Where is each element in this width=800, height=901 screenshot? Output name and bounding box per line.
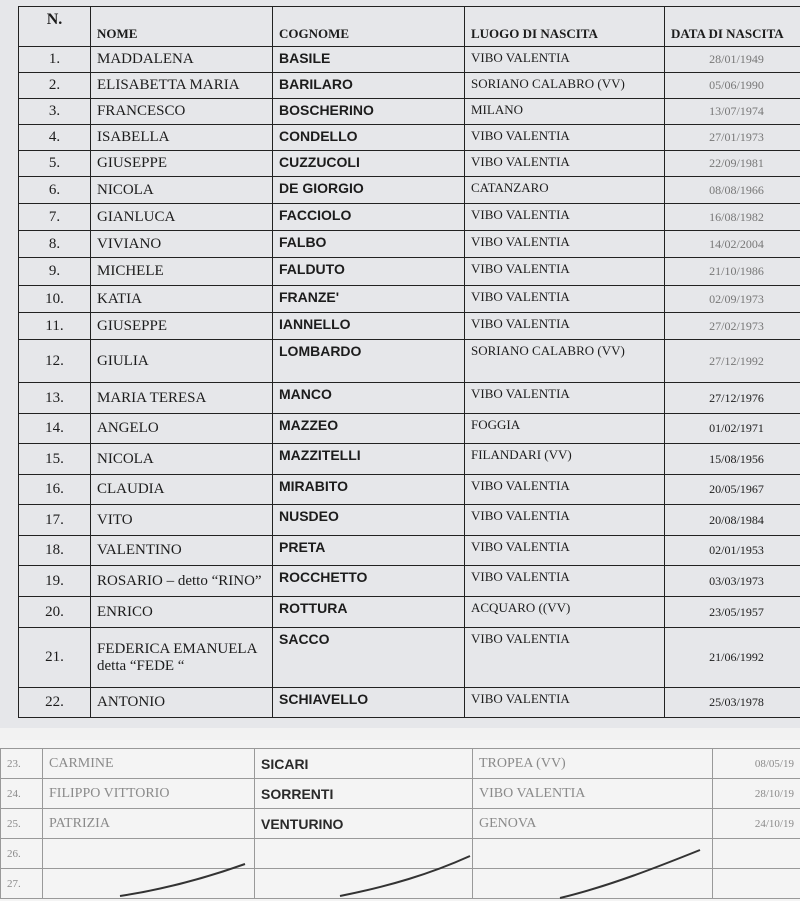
row-number: 14. xyxy=(19,414,91,444)
table-row xyxy=(19,505,800,536)
last-name-cell: VENTURINO xyxy=(255,809,473,839)
table-row xyxy=(19,475,800,505)
table-row xyxy=(19,177,800,204)
birthplace-cell: VIBO VALENTIA xyxy=(465,383,665,414)
row-number: 12. xyxy=(19,340,91,383)
birthplace-cell: VIBO VALENTIA xyxy=(465,47,665,73)
header-first-name: NOME xyxy=(91,7,273,47)
first-name-cell: ANTONIO xyxy=(91,688,273,718)
last-name-cell: PRETA xyxy=(273,536,465,566)
row-number: 17. xyxy=(19,505,91,536)
table-row xyxy=(19,688,800,718)
table-row xyxy=(19,47,800,73)
table-row xyxy=(19,151,800,177)
scribble-line xyxy=(560,850,700,898)
birthdate-cell: 27/12/1976 xyxy=(665,383,800,414)
last-name-cell: FALBO xyxy=(273,231,465,258)
row-number: 11. xyxy=(19,313,91,340)
birthplace-cell: VIBO VALENTIA xyxy=(465,688,665,718)
table-row xyxy=(19,125,800,151)
birthplace-cell: VIBO VALENTIA xyxy=(473,779,713,809)
row-number: 18. xyxy=(19,536,91,566)
birthdate-cell: 27/12/1992 xyxy=(665,340,800,383)
last-name-cell: FACCIOLO xyxy=(273,204,465,231)
table-row xyxy=(19,286,800,313)
birthplace-cell: VIBO VALENTIA xyxy=(465,475,665,505)
birthdate-cell: 28/01/1949 xyxy=(665,47,800,73)
table-row xyxy=(19,313,800,340)
table-row xyxy=(19,383,800,414)
last-name-cell: BOSCHERINO xyxy=(273,99,465,125)
table-header-row xyxy=(19,7,800,47)
last-name-cell: BARILARO xyxy=(273,73,465,99)
birthplace-cell: ACQUARO ((VV) xyxy=(465,597,665,628)
last-name-cell: MAZZITELLI xyxy=(273,444,465,475)
last-name-cell: FRANZE' xyxy=(273,286,465,313)
birthdate-cell: 20/08/1984 xyxy=(665,505,800,536)
last-name-cell: CUZZUCOLI xyxy=(273,151,465,177)
first-name-cell: NICOLA xyxy=(91,444,273,475)
first-name-cell: KATIA xyxy=(91,286,273,313)
row-number: 6. xyxy=(19,177,91,204)
table-row xyxy=(19,231,800,258)
birthdate-cell: 22/09/1981 xyxy=(665,151,800,177)
first-name-cell: VIVIANO xyxy=(91,231,273,258)
row-number: 27. xyxy=(1,869,43,899)
last-name-cell: LOMBARDO xyxy=(273,340,465,383)
row-number: 19. xyxy=(19,566,91,597)
first-name-cell: GIANLUCA xyxy=(91,204,273,231)
birthplace-cell: VIBO VALENTIA xyxy=(465,536,665,566)
first-name-cell: GIUSEPPE xyxy=(91,151,273,177)
last-name-cell: MAZZEO xyxy=(273,414,465,444)
first-name-cell: GIULIA xyxy=(91,340,273,383)
last-name-cell: SACCO xyxy=(273,628,465,688)
birthdate-cell: 21/06/1992 xyxy=(665,628,800,688)
birthplace-cell: GENOVA xyxy=(473,809,713,839)
birthplace-cell: VIBO VALENTIA xyxy=(465,313,665,340)
first-name-cell: VITO xyxy=(91,505,273,536)
first-name-cell: MARIA TERESA xyxy=(91,383,273,414)
birthplace-cell: VIBO VALENTIA xyxy=(465,566,665,597)
birthplace-cell: TROPEA (VV) xyxy=(473,749,713,779)
header-last-name: COGNOME xyxy=(273,7,465,47)
birthplace-cell: VIBO VALENTIA xyxy=(465,204,665,231)
table-row xyxy=(19,444,800,475)
birthdate-cell: 24/10/19 xyxy=(713,809,800,839)
birthplace-cell: VIBO VALENTIA xyxy=(465,628,665,688)
birthplace-cell: VIBO VALENTIA xyxy=(465,286,665,313)
row-number: 24. xyxy=(1,779,43,809)
candidates-table xyxy=(18,6,800,718)
first-name-cell: ENRICO xyxy=(91,597,273,628)
first-name-cell: FRANCESCO xyxy=(91,99,273,125)
first-name-cell: MICHELE xyxy=(91,258,273,286)
table-row xyxy=(19,73,800,99)
first-name-cell: FEDERICA EMANUELA detta “FEDE “ xyxy=(91,628,273,688)
row-number: 2. xyxy=(19,73,91,99)
birthdate-cell: 02/01/1953 xyxy=(665,536,800,566)
birthdate-cell: 25/03/1978 xyxy=(665,688,800,718)
birthdate-cell: 01/02/1971 xyxy=(665,414,800,444)
table-row xyxy=(19,628,800,688)
last-name-cell: DE GIORGIO xyxy=(273,177,465,204)
table-row xyxy=(19,566,800,597)
birthdate-cell: 21/10/1986 xyxy=(665,258,800,286)
table-row xyxy=(19,204,800,231)
row-number: 21. xyxy=(19,628,91,688)
table-row xyxy=(19,536,800,566)
birthplace-cell: MILANO xyxy=(465,99,665,125)
header-birthdate: DATA DI NASCITA xyxy=(665,7,800,47)
birthdate-cell: 14/02/2004 xyxy=(665,231,800,258)
first-name-cell: ROSARIO – detto “RINO” xyxy=(91,566,273,597)
last-name-cell: NUSDEO xyxy=(273,505,465,536)
birthdate-cell: 15/08/1956 xyxy=(665,444,800,475)
scribble-line xyxy=(340,856,470,896)
birthplace-cell: FOGGIA xyxy=(465,414,665,444)
first-name-cell: CLAUDIA xyxy=(91,475,273,505)
scribble-line xyxy=(120,864,245,896)
birthdate-cell: 08/08/1966 xyxy=(665,177,800,204)
birthdate-cell: 27/01/1973 xyxy=(665,125,800,151)
row-number: 10. xyxy=(19,286,91,313)
birthdate-cell: 28/10/19 xyxy=(713,779,800,809)
last-name-cell: IANNELLO xyxy=(273,313,465,340)
first-name-cell: MADDALENA xyxy=(91,47,273,73)
row-number: 25. xyxy=(1,809,43,839)
last-name-cell: SICARI xyxy=(255,749,473,779)
first-name-cell: NICOLA xyxy=(91,177,273,204)
birthplace-cell: VIBO VALENTIA xyxy=(465,125,665,151)
birthplace-cell: FILANDARI (VV) xyxy=(465,444,665,475)
row-number: 26. xyxy=(1,839,43,869)
row-number: 20. xyxy=(19,597,91,628)
row-number: 3. xyxy=(19,99,91,125)
table-row xyxy=(19,340,800,383)
last-name-cell: ROTTURA xyxy=(273,597,465,628)
birthplace-cell: CATANZARO xyxy=(465,177,665,204)
birthplace-cell: SORIANO CALABRO (VV) xyxy=(465,73,665,99)
first-name-cell: FILIPPO VITTORIO xyxy=(43,779,255,809)
row-number: 7. xyxy=(19,204,91,231)
birthplace-cell: VIBO VALENTIA xyxy=(465,231,665,258)
birthplace-cell: VIBO VALENTIA xyxy=(465,505,665,536)
row-number: 23. xyxy=(1,749,43,779)
birthdate-cell: 13/07/1974 xyxy=(665,99,800,125)
row-number: 4. xyxy=(19,125,91,151)
row-number: 16. xyxy=(19,475,91,505)
birthdate-cell: 16/08/1982 xyxy=(665,204,800,231)
first-name-cell: GIUSEPPE xyxy=(91,313,273,340)
row-number: 13. xyxy=(19,383,91,414)
document-page-2 xyxy=(0,740,800,901)
birthdate-cell: 20/05/1967 xyxy=(665,475,800,505)
last-name-cell: ROCCHETTO xyxy=(273,566,465,597)
row-number: 9. xyxy=(19,258,91,286)
first-name-cell: ISABELLA xyxy=(91,125,273,151)
last-name-cell: SCHIAVELLO xyxy=(273,688,465,718)
row-number: 22. xyxy=(19,688,91,718)
birthdate-cell: 05/06/1990 xyxy=(665,73,800,99)
first-name-cell: VALENTINO xyxy=(91,536,273,566)
last-name-cell: MANCO xyxy=(273,383,465,414)
strike-through-scribbles xyxy=(0,740,800,901)
birthdate-cell: 23/05/1957 xyxy=(665,597,800,628)
birthdate-cell: 03/03/1973 xyxy=(665,566,800,597)
birthdate-cell: 27/02/1973 xyxy=(665,313,800,340)
last-name-cell: SORRENTI xyxy=(255,779,473,809)
birthdate-cell: 08/05/19 xyxy=(713,749,800,779)
birthdate-cell: 02/09/1973 xyxy=(665,286,800,313)
last-name-cell: BASILE xyxy=(273,47,465,73)
row-number: 8. xyxy=(19,231,91,258)
table-row xyxy=(19,99,800,125)
first-name-cell: PATRIZIA xyxy=(43,809,255,839)
table-row xyxy=(19,258,800,286)
row-number: 1. xyxy=(19,47,91,73)
table-row xyxy=(19,597,800,628)
birthplace-cell: VIBO VALENTIA xyxy=(465,258,665,286)
birthplace-cell: SORIANO CALABRO (VV) xyxy=(465,340,665,383)
header-number: N. xyxy=(19,7,91,47)
last-name-cell: FALDUTO xyxy=(273,258,465,286)
last-name-cell: CONDELLO xyxy=(273,125,465,151)
row-number: 15. xyxy=(19,444,91,475)
row-number: 5. xyxy=(19,151,91,177)
header-birthplace: LUOGO DI NASCITA xyxy=(465,7,665,47)
first-name-cell: CARMINE xyxy=(43,749,255,779)
birthplace-cell: VIBO VALENTIA xyxy=(465,151,665,177)
first-name-cell: ANGELO xyxy=(91,414,273,444)
table-row xyxy=(19,414,800,444)
first-name-cell: ELISABETTA MARIA xyxy=(91,73,273,99)
last-name-cell: MIRABITO xyxy=(273,475,465,505)
